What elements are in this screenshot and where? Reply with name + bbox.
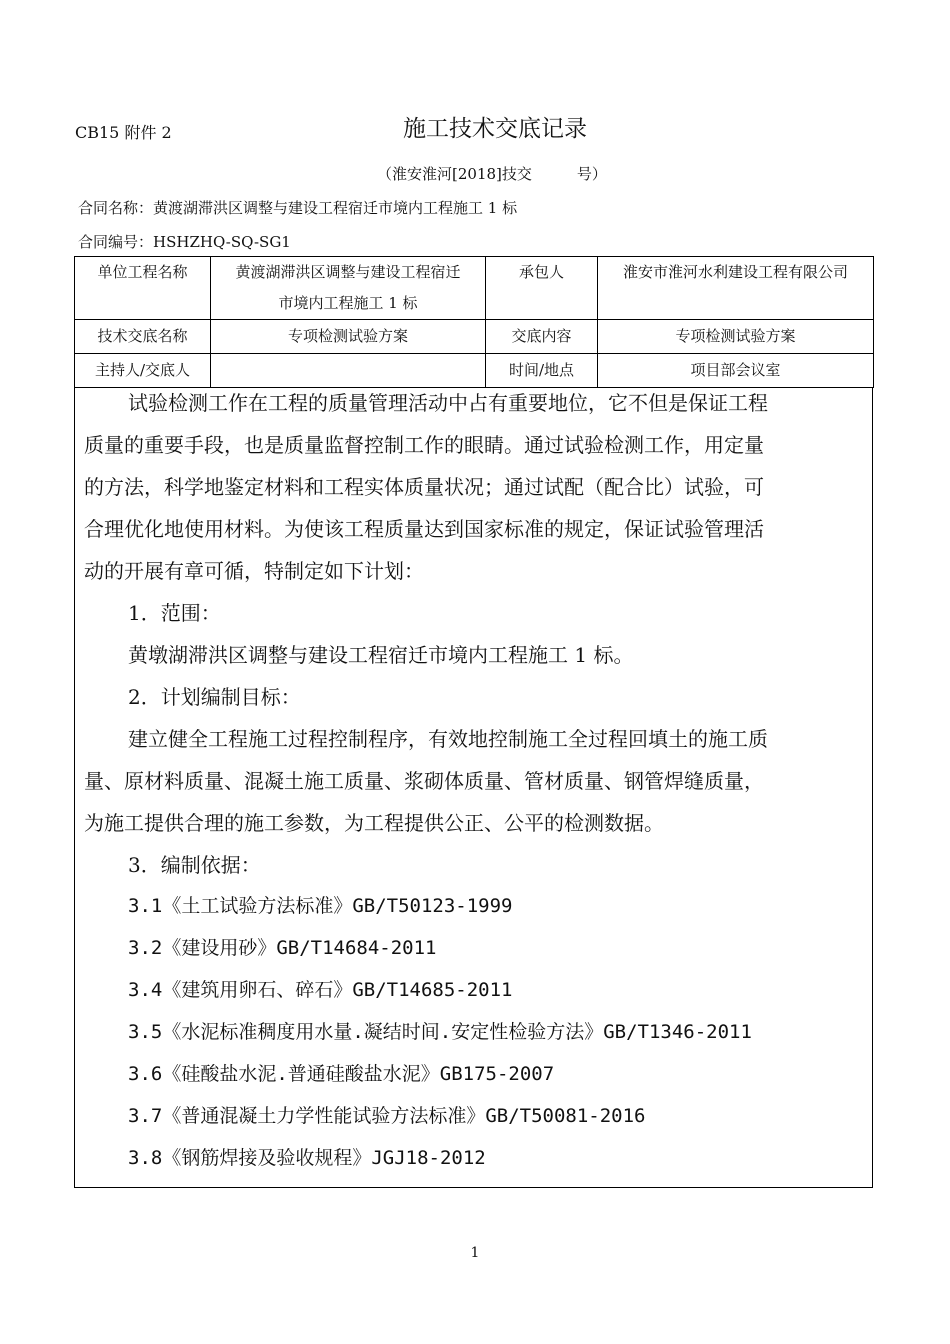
body-paragraph-line: 质量的重要手段，也是质量监督控制工作的眼睛。通过试验检测工作，用定量 — [84, 433, 764, 457]
body-paragraph-line: 为施工提供合理的施工参数，为工程提供公正、公平的检测数据。 — [84, 811, 664, 835]
reference-item: 3.5《水泥标准稠度用水量.凝结时间.安定性检验方法》GB/T1346-2011 — [128, 1021, 752, 1043]
briefing-content-label: 交底内容 — [486, 320, 598, 354]
time-place-value: 项目部会议室 — [598, 354, 874, 388]
table-row — [75, 354, 874, 388]
contract-number: 合同编号：HSHZHQ-SQ-SG1 — [78, 233, 291, 251]
reference-item: 3.7《普通混凝土力学性能试验方法标准》GB/T50081-2016 — [128, 1105, 646, 1127]
contractor-value: 淮安市淮河水利建设工程有限公司 — [598, 257, 874, 320]
page-number: 1 — [470, 1245, 480, 1261]
reference-item: 3.2《建设用砂》GB/T14684-2011 — [128, 937, 437, 959]
reference-item: 3.1《土工试验方法标准》GB/T50123-1999 — [128, 895, 513, 917]
host-value — [211, 354, 486, 388]
body-paragraph-line: 的方法，科学地鉴定材料和工程实体质量状况；通过试配（配合比）试验，可 — [84, 475, 764, 499]
attachment-label: CB15 附件 2 — [75, 123, 172, 142]
reference-item: 3.6《硅酸盐水泥.普通硅酸盐水泥》GB175-2007 — [128, 1063, 555, 1085]
body-paragraph-line: 量、原材料质量、混凝土施工质量、浆砌体质量、管材质量、钢管焊缝质量， — [84, 769, 764, 793]
tech-briefing-value: 专项检测试验方案 — [211, 320, 486, 354]
section-heading: 1．范围： — [128, 601, 221, 625]
body-paragraph-line: 试验检测工作在工程的质量管理活动中占有重要地位，它不但是保证工程 — [128, 391, 768, 415]
reference-item: 3.4《建筑用卵石、碎石》GB/T14685-2011 — [128, 979, 513, 1001]
unit-project-value — [211, 257, 486, 320]
unit-project-value-line1: 黄渡湖滞洪区调整与建设工程宿迁 — [235, 263, 461, 281]
unit-project-label: 单位工程名称 — [75, 257, 211, 320]
reference-item: 3.8《钢筋焊接及验收规程》JGJ18-2012 — [128, 1147, 486, 1169]
body-paragraph-line: 动的开展有章可循，特制定如下计划： — [84, 559, 424, 583]
host-label: 主持人/交底人 — [75, 354, 211, 388]
time-place-label: 时间/地点 — [486, 354, 598, 388]
briefing-body — [74, 387, 873, 1188]
body-paragraph-line: 建立健全工程施工过程控制程序，有效地控制施工全过程回填土的施工质 — [128, 727, 768, 751]
table-row — [75, 257, 874, 320]
body-paragraph-line: 黄墩湖滞洪区调整与建设工程宿迁市境内工程施工 1 标。 — [128, 643, 634, 667]
document-number: （淮安淮河[2018]技交 号） — [377, 165, 607, 183]
page-title: 施工技术交底记录 — [403, 116, 587, 142]
section-heading: 2．计划编制目标： — [128, 685, 301, 709]
table-row — [75, 320, 874, 354]
body-paragraph-line: 合理优化地使用材料。为使该工程质量达到国家标准的规定，保证试验管理活 — [84, 517, 764, 541]
section-heading: 3．编制依据： — [128, 853, 261, 877]
contract-name: 合同名称：黄渡湖滞洪区调整与建设工程宿迁市境内工程施工 1 标 — [78, 199, 518, 217]
info-table — [74, 256, 874, 388]
briefing-content-value: 专项检测试验方案 — [598, 320, 874, 354]
contractor-label: 承包人 — [486, 257, 598, 320]
tech-briefing-label: 技术交底名称 — [75, 320, 211, 354]
unit-project-value-line2: 市境内工程施工 1 标 — [278, 294, 418, 312]
